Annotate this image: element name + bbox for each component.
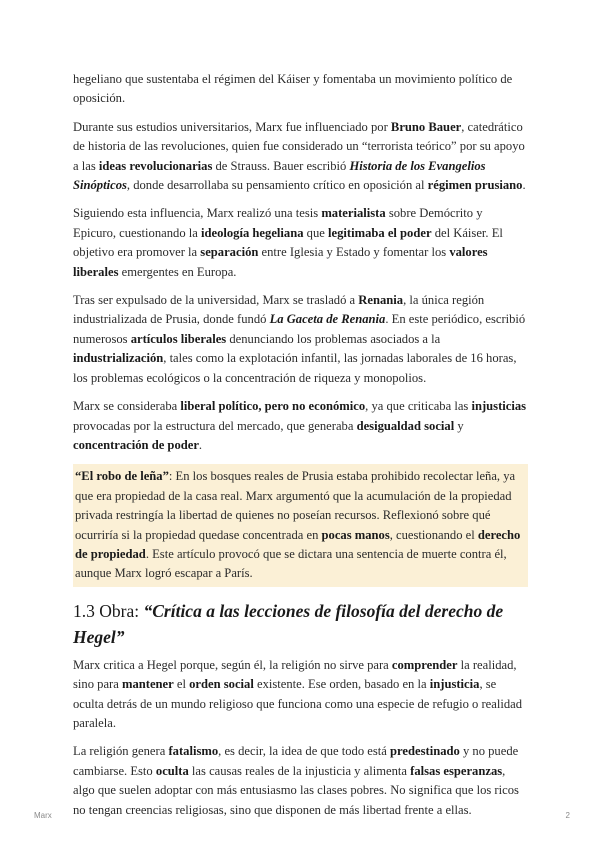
text: entre Iglesia y Estado y fomentar los — [258, 245, 450, 260]
bold-term: Bruno Bauer — [390, 119, 462, 134]
text: de Strauss. Bauer escribió — [212, 158, 350, 173]
bold-term: mantener — [121, 677, 174, 692]
text: las causas reales de la injusticia y alimenta — [188, 763, 411, 778]
text: denunciando los problemas asociados a la — [226, 331, 441, 346]
bold-term: régimen prusiano — [427, 178, 523, 193]
paragraph-religion-critique — [73, 656, 528, 734]
paragraph-thesis — [73, 204, 528, 282]
section-number: 1.3 Obra: — [73, 600, 144, 621]
bold-term: injusticias — [471, 399, 527, 414]
text: provocadas por la estructura del mercado, que generaba — [73, 418, 357, 433]
bold-term: legitimaba el poder — [328, 225, 432, 240]
text: la realidad, sino para — [73, 657, 517, 692]
text: , catedrático de historia de las revoluciones, quien fue considerado un “terrorista teórico” por su apoyo a las — [73, 119, 525, 173]
bold-term: ideas revolucionarias — [98, 158, 213, 173]
page-number: 2 — [565, 811, 570, 820]
text: emergentes en Europa. — [118, 264, 237, 279]
bold-term: pocas manos — [321, 527, 390, 542]
callout-text — [75, 467, 526, 583]
text: . — [522, 178, 526, 193]
text: . — [198, 437, 203, 452]
page-content — [73, 70, 528, 829]
section-title: “Crítica a las lecciones de filosofía del derecho de Hegel” — [73, 600, 504, 647]
book-title: Historia de los Evangelios Sinópticos — [73, 158, 486, 193]
text: , es decir, la idea de que todo está — [218, 744, 391, 759]
bold-term: falsas esperanzas — [410, 763, 503, 778]
paragraph-liberal — [73, 397, 528, 455]
bold-term: ideología hegeliana — [201, 225, 304, 240]
text: , cuestionando el — [389, 527, 478, 542]
bold-term: materialista — [321, 206, 386, 221]
text: , tales como la explotación infantil, las jornadas laborales de 16 horas, los problemas ecológicos o la concentración de riqueza y monopolios. — [73, 351, 517, 385]
bold-term: derecho de propiedad — [75, 527, 521, 561]
paragraph-intro-continuation — [73, 70, 528, 109]
text: , la única región industrializada de Prusia, donde fundó — [73, 293, 485, 327]
text: sobre Demócrito y Epicuro, cuestionando la — [73, 206, 483, 240]
bold-term: fatalismo — [168, 744, 219, 759]
bold-term: concentración de poder — [73, 437, 199, 452]
section-heading — [73, 598, 528, 650]
bold-term: oculta — [155, 763, 189, 778]
text: , donde desarrollaba su pensamiento crítico en oposición al — [126, 178, 428, 193]
bold-term: artículos liberales — [130, 331, 227, 346]
text: , se oculta detrás de un mundo religioso que funciona como una especie de refugio o realidad paralela. — [73, 677, 523, 730]
text: hegeliano que sustentaba el régimen del Káiser y fomentaba un movimiento político de oposición. — [73, 72, 513, 106]
text: . En este periódico, escribió numerosos — [73, 312, 526, 346]
bold-term: comprender — [391, 657, 458, 672]
text: que — [303, 225, 328, 240]
text: Tras ser expulsado de la universidad, Marx se trasladó a — [73, 293, 359, 308]
bold-term: predestinado — [390, 744, 460, 759]
text: Durante sus estudios universitarios, Marx fue influenciado por — [73, 119, 391, 134]
bold-term: injusticia — [429, 677, 480, 692]
text: y — [454, 418, 464, 433]
text: del Káiser. El objetivo era promover la — [73, 225, 503, 260]
bold-term: orden social — [189, 677, 254, 692]
text: Siguiendo esta influencia, Marx realizó una tesis — [73, 206, 322, 221]
bold-term: Renania — [358, 293, 404, 308]
text: Marx critica a Hegel porque, según él, la religión no sirve para — [73, 657, 392, 672]
text: . Este artículo provocó que se dictara una sentencia de muerte contra él, aunque Marx logró escapar a París. — [75, 546, 507, 581]
text: La religión genera — [73, 744, 169, 759]
text: , algo que suelen adoptar con más entusiasmo las clases pobres. No significa que los ricos no tengan creencias religiosas, sino que disponen de más libertad frente a ellas. — [73, 763, 519, 817]
footer-label: Marx — [34, 811, 52, 820]
paragraph-fatalismo — [73, 742, 528, 820]
text: existente. Ese orden, basado en la — [253, 677, 430, 692]
paragraph-bruno-bauer — [73, 118, 528, 196]
text: , ya que criticaba las — [365, 399, 472, 414]
bold-term: desigualdad social — [356, 418, 455, 433]
newspaper-title: La Gaceta de Renania — [269, 312, 386, 327]
text: Marx se consideraba — [73, 399, 181, 414]
text: y no puede cambiarse. Esto — [73, 744, 519, 778]
text: el — [173, 677, 190, 692]
callout-title: “El robo de leña” — [75, 469, 169, 484]
text: : En los bosques reales de Prusia estaba prohibido recolectar leña, ya que era propiedad de la casa real. Marx argumentó que la acumulación de la propiedad privada restringía la libertad de quienes no poseían recursos. Reflexionó sobre qué ocurriría si la propiedad quedase concentrada en — [75, 469, 516, 542]
bold-term: valores liberales — [73, 245, 488, 279]
bold-term: separación — [200, 245, 259, 260]
bold-term: industrialización — [73, 351, 164, 366]
paragraph-renania — [73, 291, 528, 388]
callout-robo-de-lena — [73, 464, 528, 586]
bold-term: liberal político, pero no económico — [180, 399, 366, 414]
